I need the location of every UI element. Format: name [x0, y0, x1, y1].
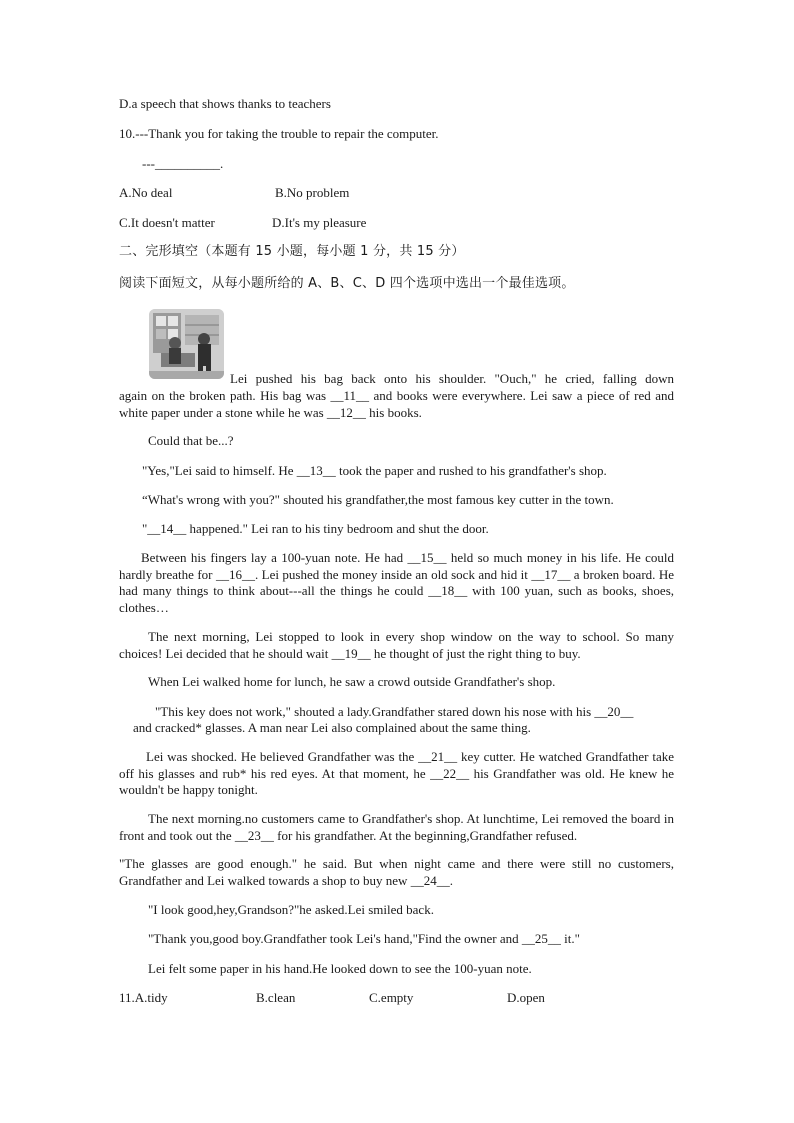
passage-p14: "Thank you,good boy.Grandfather took Lei's hand,"Find the owner and __25__ it."	[148, 931, 580, 946]
passage-p2: Could that be...?	[148, 433, 234, 448]
q11-option-d: D.open	[507, 990, 545, 1005]
passage-p12: "The glasses are good enough." he said. But when night came and there were still no customers, Grandfather and Lei walked towards a shop to buy new __24__.	[119, 856, 674, 888]
passage-p3: "Yes,"Lei said to himself. He __13__ took the paper and rushed to his grandfather's shop.	[142, 463, 607, 478]
passage-p7: The next morning, Lei stopped to look in every shop window on the way to school. So many choices! Lei decided that he should wait __19__ he thought of just the right thing to buy.	[119, 629, 674, 661]
passage-p1-first-line: Lei pushed his bag back onto his shoulder. "Ouch," he cried, falling down	[230, 371, 674, 386]
section-instruction: 阅读下面短文，从每小题所给的 A、B、C、D 四个选项中选出一个最佳选项。	[119, 276, 575, 291]
q11-option-a: 11.A.tidy	[119, 990, 168, 1005]
passage-p9-second-line: and cracked* glasses. A man near Lei also complained about the same thing.	[133, 720, 531, 735]
q10-option-a: A.No deal	[119, 185, 173, 200]
q10-reply-blank: ---__________.	[142, 156, 224, 171]
passage-p5: "__14__ happened." Lei ran to his tiny bedroom and shut the door.	[142, 521, 489, 536]
passage-p10: Lei was shocked. He believed Grandfather was the __21__ key cutter. He watched Grandfather take off his glasses and rub* his red eyes. At that moment, he __22__ his Grandfather was old. He knew he wouldn't be happy tonight.	[119, 749, 674, 797]
q9-option-d: D.a speech that shows thanks to teachers	[119, 96, 331, 111]
passage-p15: Lei felt some paper in his hand.He looked down to see the 100-yuan note.	[148, 961, 532, 976]
q10-option-b: B.No problem	[275, 185, 350, 200]
q10-option-d: D.It's my pleasure	[272, 215, 367, 230]
section-heading: 二、完形填空（本题有 15 小题，每小题 1 分，共 15 分）	[119, 244, 465, 259]
q11-option-b: B.clean	[256, 990, 296, 1005]
passage-p13: "I look good,hey,Grandson?"he asked.Lei smiled back.	[148, 902, 434, 917]
passage-p8: When Lei walked home for lunch, he saw a crowd outside Grandfather's shop.	[148, 674, 556, 689]
passage-p6: Between his fingers lay a 100-yuan note. He had __15__ held so much money in his life. He could hardly breathe for __16__. Lei pushed the money inside an old sock and hid it __17__ a broken board. He had many things to think about---all the things he could __18__ with 100 yuan, such as books, shoes, clothes…	[119, 550, 674, 615]
q11-option-c: C.empty	[369, 990, 414, 1005]
story-illustration	[149, 309, 224, 379]
passage-p11: The next morning.no customers came to Grandfather's shop. At lunchtime, Lei removed the board in front and took out the __23__ for his grandfather. At the beginning,Grandfather refused.	[119, 811, 674, 843]
q10-option-c: C.It doesn't matter	[119, 215, 215, 230]
passage-p1: again on the broken path. His bag was __11__ and books were everywhere. Lei saw a piece of red and white paper under a stone while he was __12__ his books.	[119, 388, 674, 420]
q10-stem: 10.---Thank you for taking the trouble to repair the computer.	[119, 126, 439, 141]
passage-p4: “What's wrong with you?" shouted his grandfather,the most famous key cutter in the town.	[142, 492, 614, 507]
passage-p9-first-line: "This key does not work," shouted a lady.Grandfather stared down his nose with his __20__	[155, 704, 634, 719]
